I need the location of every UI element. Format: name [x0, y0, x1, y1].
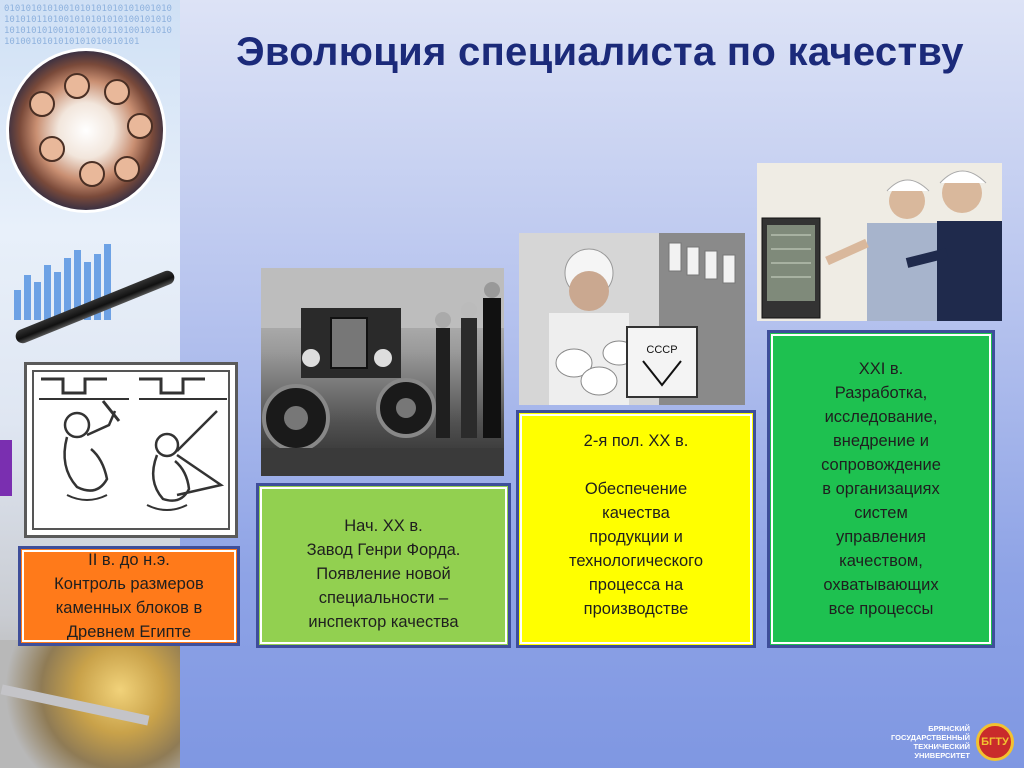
- person-face: [29, 91, 55, 117]
- stage-card-line: Нач. XX в.: [344, 517, 423, 535]
- binary-pattern: 0101010101001010101010101001010101010110100101010101010010101010101010100101010101101001010101010010101010101010010101: [4, 4, 172, 47]
- stage-card-line: Появление новой: [316, 565, 451, 583]
- person-face: [79, 161, 105, 187]
- team-photo-circle: [6, 48, 166, 213]
- stage-card-line: технологического: [568, 552, 704, 570]
- slide-title: Эволюция специалиста по качеству: [236, 30, 964, 74]
- stage-card-line: Древнем Египте: [66, 623, 192, 641]
- person-face: [104, 79, 130, 105]
- stage-card-line: качества: [602, 504, 670, 522]
- stage-card-21st-century: [767, 330, 995, 648]
- stage-card-line: качеством,: [839, 552, 923, 570]
- stage-card-line: внедрение и: [833, 432, 929, 450]
- stage-card-line: Завод Генри Форда.: [306, 541, 461, 559]
- stage-card-line: охватывающих: [823, 576, 939, 594]
- stage-card-line: продукции и: [589, 528, 683, 546]
- stage-card-line: в организациях: [822, 480, 940, 498]
- modern-engineers-photo: [757, 163, 1002, 321]
- stage-card-line: II в. до н.э.: [88, 551, 170, 569]
- marker-decor: [0, 440, 12, 496]
- stage-card-line: управления: [836, 528, 926, 546]
- university-logo: [880, 718, 1020, 766]
- stage-card-line: XXI в.: [858, 360, 904, 378]
- ford-factory-photo: [261, 268, 504, 476]
- stage-card-line: инспектор качества: [308, 613, 459, 631]
- stage-card-line: систем: [854, 504, 908, 522]
- stage-card-line: производстве: [583, 600, 689, 618]
- stage-card-line: специальности –: [318, 589, 449, 607]
- person-face: [39, 136, 65, 162]
- stage-card-ford: [256, 483, 511, 648]
- stage-card-line: процесса на: [588, 576, 684, 594]
- ussr-label: СССР: [646, 344, 678, 356]
- university-name: БРЯНСКИЙ ГОСУДАРСТВЕННЫЙ ТЕХНИЧЕСКИЙ УНИВЕРСИТЕТ: [891, 724, 970, 760]
- stage-card-line: каменных блоков в: [55, 599, 203, 617]
- stage-card-line: Контроль размеров: [54, 575, 204, 593]
- stage-card-ancient-egypt: [18, 546, 240, 646]
- stage-card-line: все процессы: [828, 600, 934, 618]
- university-emblem-icon: БГТУ: [976, 723, 1014, 761]
- stage-card-line: Разработка,: [834, 384, 928, 402]
- stage-card-line: сопровождение: [821, 456, 941, 474]
- egypt-drawing: [24, 362, 238, 538]
- person-face: [114, 156, 140, 182]
- person-face: [127, 113, 153, 139]
- person-face: [64, 73, 90, 99]
- stage-card-late-20th: [516, 410, 756, 648]
- stage-card-line: 2-я пол. XX в.: [583, 432, 689, 450]
- stage-card-line: Обеспечение: [584, 480, 688, 498]
- stage-card-line: исследование,: [824, 408, 938, 426]
- textile-factory-photo: [519, 233, 745, 405]
